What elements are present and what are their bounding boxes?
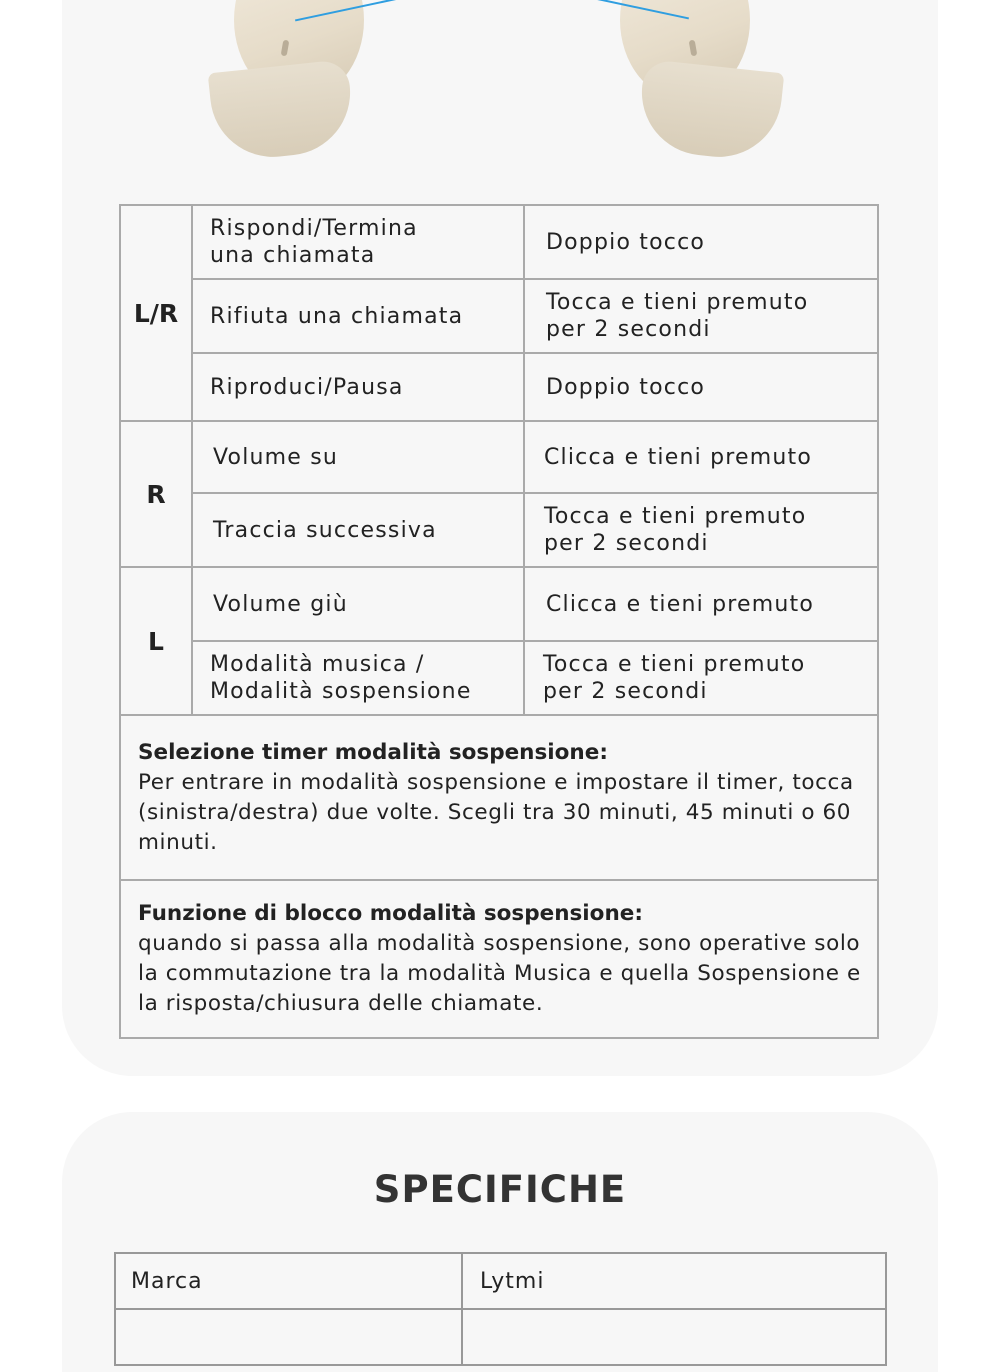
- gesture-cell: [524, 279, 878, 353]
- action-cell: [192, 353, 524, 421]
- table-row: [120, 641, 878, 715]
- key-lr: L/R: [120, 205, 192, 421]
- gesture-label: Tocca e tieni premuto per 2 secondi: [546, 290, 809, 342]
- action-label: Modalità musica / Modalità sospensione: [210, 652, 472, 704]
- gesture-cell: [524, 421, 878, 493]
- note-title: Selezione timer modalità sospensione:: [138, 739, 608, 765]
- gesture-cell: [524, 641, 878, 715]
- action-cell: [192, 493, 524, 567]
- left-earbud-image: [210, 0, 370, 160]
- action-label: Rispondi/Termina una chiamata: [210, 216, 418, 268]
- action-label: Volume su: [213, 444, 339, 470]
- action-cell: [192, 641, 524, 715]
- gesture-cell: [524, 567, 878, 641]
- gesture-label: Doppio tocco: [546, 374, 706, 400]
- action-label: Rifiuta una chiamata: [210, 303, 464, 329]
- controls-table: [119, 204, 879, 1039]
- gesture-cell: [524, 353, 878, 421]
- action-cell: [192, 421, 524, 493]
- sleep-timer-note: [120, 715, 878, 880]
- spec-label: [115, 1309, 462, 1365]
- spec-value: Lytmi: [462, 1253, 886, 1309]
- gesture-label: Tocca e tieni premuto per 2 secondi: [543, 652, 806, 704]
- spec-value: [462, 1309, 886, 1365]
- table-row: [120, 353, 878, 421]
- table-row: [120, 421, 878, 493]
- right-earbud-image: [620, 0, 780, 160]
- sleep-lock-note: [120, 880, 878, 1038]
- note-text: Per entrare in modalità sospensione e impostare il timer, tocca (sinistra/destra) due volte. Scegli tra 30 minuti, 45 minuti o 60 minuti.: [138, 769, 854, 855]
- spec-label: Marca: [115, 1253, 462, 1309]
- action-label: Volume giù: [213, 591, 348, 617]
- table-row: [120, 493, 878, 567]
- action-label: Riproduci/Pausa: [210, 374, 404, 400]
- gesture-label: Clicca e tieni premuto: [546, 591, 815, 617]
- specs-title: SPECIFICHE: [373, 1168, 627, 1211]
- table-row: [120, 567, 878, 641]
- note-text: quando si passa alla modalità sospensione, sono operative solo la commutazione tra la modalità Musica e quella Sospensione e la risposta/chiusura delle chiamate.: [138, 931, 861, 1016]
- action-cell: [192, 279, 524, 353]
- table-row: [120, 279, 878, 353]
- specs-table: [114, 1252, 887, 1366]
- action-label: Traccia successiva: [213, 517, 437, 543]
- gesture-label: Clicca e tieni premuto: [544, 444, 813, 470]
- table-row: [115, 1309, 886, 1365]
- table-row: [120, 880, 878, 1038]
- gesture-cell: [524, 205, 878, 279]
- table-row: [120, 715, 878, 880]
- action-cell: [192, 567, 524, 641]
- gesture-label: Tocca e tieni premuto per 2 secondi: [544, 504, 807, 556]
- key-l: L: [120, 567, 192, 715]
- table-row: [115, 1253, 886, 1309]
- note-title: Funzione di blocco modalità sospensione:: [138, 901, 643, 926]
- action-cell: [192, 205, 524, 279]
- table-row: [120, 205, 878, 279]
- gesture-cell: [524, 493, 878, 567]
- key-r: R: [120, 421, 192, 567]
- gesture-label: Doppio tocco: [546, 229, 706, 255]
